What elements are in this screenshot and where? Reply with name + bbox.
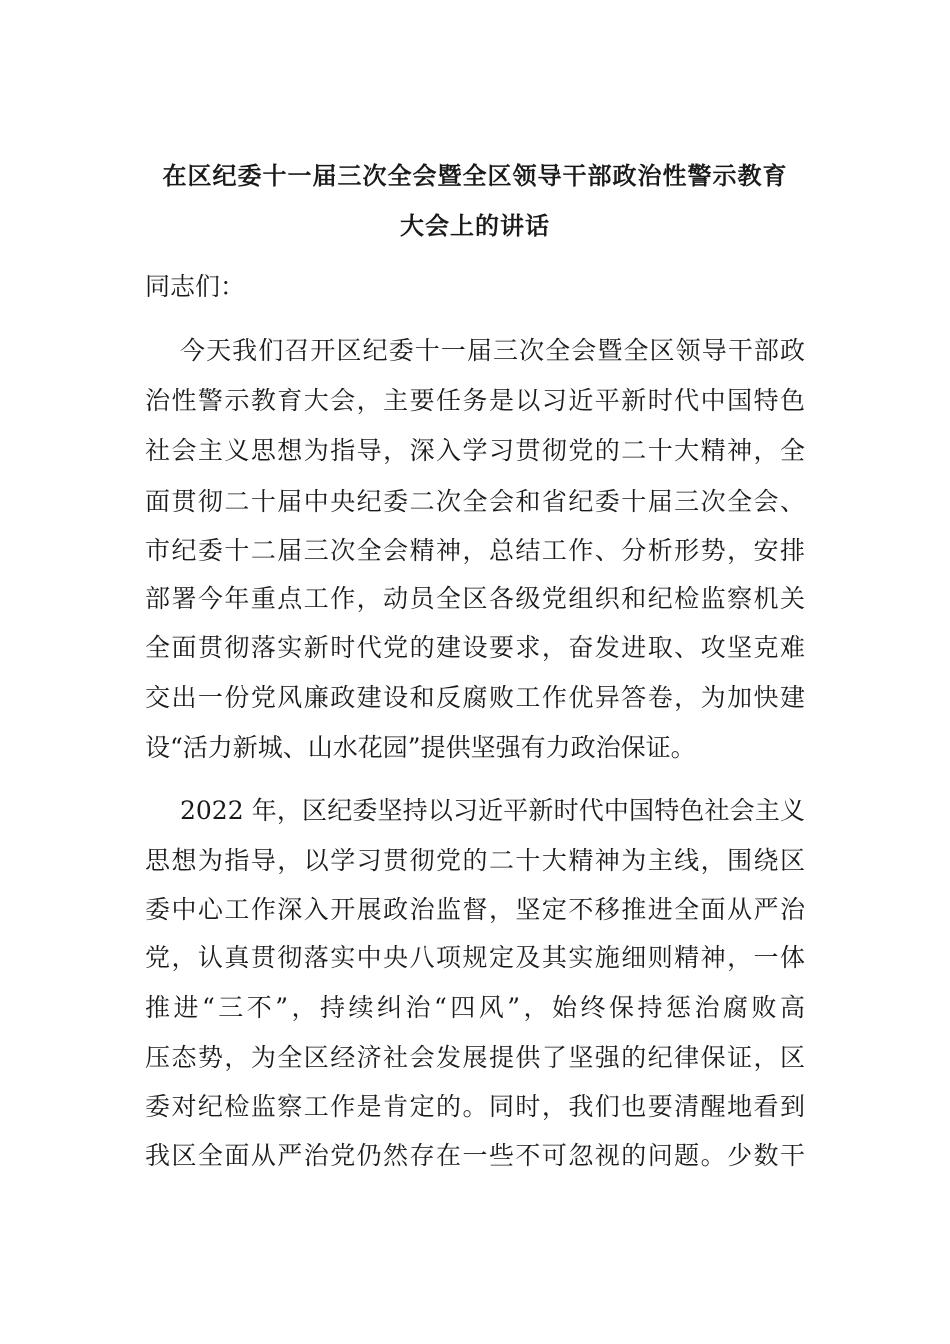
paragraph-2-line-4: 党，认真贯彻落实中央八项规定及其实施细则精神，一体 [145, 943, 805, 972]
paragraph-1-line-2: 治性警示教育大会，主要任务是以习近平新时代中国特色 [145, 386, 805, 415]
paragraph-2-line-6: 压态势，为全区经济社会发展提供了坚强的纪律保证，区 [145, 1043, 805, 1072]
paragraph-1-line-4: 面贯彻二十届中央纪委二次全会和省纪委十届三次全会、 [145, 487, 805, 516]
paragraph-1-line-5: 市纪委十二届三次全会精神，总结工作、分析形势，安排 [145, 536, 805, 565]
paragraph-1-line-8: 交出一份党风廉政建设和反腐败工作优异答卷，为加快建 [145, 683, 805, 712]
paragraph-2-line-2: 思想为指导，以学习贯彻党的二十大精神为主线，围绕区 [145, 846, 805, 875]
paragraph-2-line-7: 委对纪检监察工作是肯定的。同时，我们也要清醒地看到 [145, 1092, 805, 1121]
paragraph-1-line-9: 设“活力新城、山水花园”提供坚强有力政治保证。 [145, 733, 696, 762]
paragraph-2-line-3: 委中心工作深入开展政治监督，坚定不移推进全面从严治 [145, 895, 805, 924]
paragraph-1-line-3: 社会主义思想为指导，深入学习贯彻党的二十大精神，全 [145, 436, 805, 465]
paragraph-1-line-6: 部署今年重点工作，动员全区各级党组织和纪检监察机关 [145, 584, 805, 613]
paragraph-2-line-1: 2022 年，区纪委坚持以习近平新时代中国特色社会主义 [180, 796, 805, 825]
document-title-line-1: 在区纪委十一届三次全会暨全区领导干部政治性警示教育 [162, 162, 788, 190]
document-title-line-2: 大会上的讲话 [400, 212, 550, 240]
paragraph-2-line-8: 我区全面从严治党仍然存在一些不可忽视的问题。少数干 [145, 1141, 805, 1170]
paragraph-1-line-1: 今天我们召开区纪委十一届三次全会暨全区领导干部政 [180, 336, 805, 365]
paragraph-2-line-5: 推进“三不”，持续纠治“四风”，始终保持惩治腐败高 [145, 993, 805, 1022]
salutation: 同志们： [145, 272, 246, 301]
paragraph-1-line-7: 全面贯彻落实新时代党的建设要求，奋发进取、攻坚克难 [145, 633, 805, 662]
